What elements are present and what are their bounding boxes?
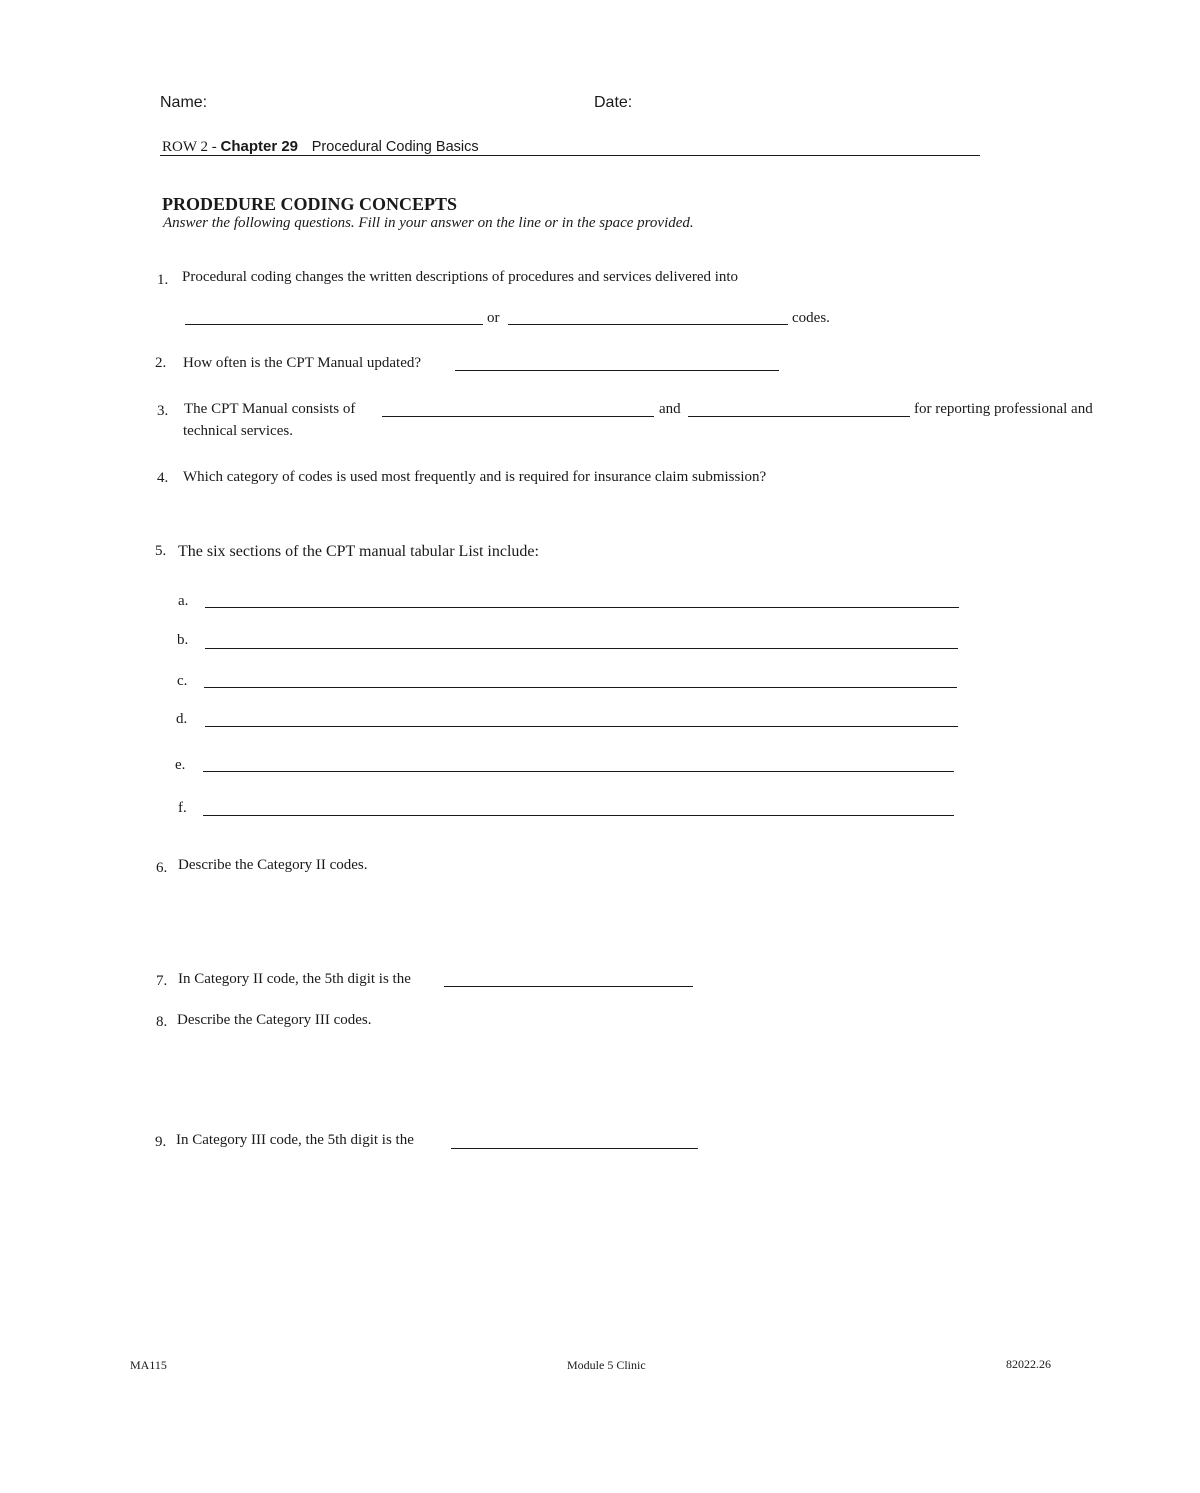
q5-answer-line-a[interactable]	[205, 607, 959, 608]
q8-number: 8.	[156, 1014, 168, 1030]
q7-text: In Category II code, the 5th digit is the	[178, 971, 411, 987]
q3-text: The CPT Manual consists of	[184, 401, 356, 417]
footer-revision: 82022.26	[1006, 1357, 1051, 1371]
q8-text: Describe the Category III codes.	[177, 1012, 372, 1028]
row-label: ROW 2 -	[162, 139, 217, 155]
q1-or: or	[487, 310, 500, 326]
footer-module: Module 5 Clinic	[567, 1358, 646, 1372]
q5-item-label: f.	[178, 800, 187, 816]
q1-answer-line-2[interactable]	[508, 324, 788, 325]
q5-answer-line-d[interactable]	[205, 726, 958, 727]
section-title: PRODEDURE CODING CONCEPTS	[162, 194, 458, 214]
q9-text: In Category III code, the 5th digit is the	[176, 1132, 414, 1148]
q5-item-label: b.	[177, 632, 189, 648]
q3-end-text: for reporting professional and	[914, 401, 1093, 417]
q9-answer-line[interactable]	[451, 1148, 698, 1149]
chapter-label: Chapter 29	[220, 138, 299, 155]
q1-number: 1.	[157, 272, 169, 288]
q7-answer-line[interactable]	[444, 986, 693, 987]
q1-text: Procedural coding changes the written descriptions of procedures and services delivered into	[182, 269, 739, 285]
q4-number: 4.	[157, 470, 169, 486]
q3-and: and	[659, 401, 681, 417]
q5-item-label: d.	[176, 711, 188, 727]
header-rule	[160, 155, 980, 156]
q9-number: 9.	[155, 1134, 167, 1150]
q5-answer-line-f[interactable]	[203, 815, 954, 816]
q2-number: 2.	[155, 355, 167, 371]
q4-text: Which category of codes is used most frequently and is required for insurance claim submission?	[183, 469, 767, 485]
q2-text: How often is the CPT Manual updated?	[183, 355, 422, 371]
q3-continuation: technical services.	[183, 423, 293, 439]
q5-text: The six sections of the CPT manual tabular List include:	[178, 543, 539, 560]
q6-number: 6.	[156, 860, 168, 876]
footer-course-code: MA115	[130, 1358, 167, 1372]
chapter-title: Procedural Coding Basics	[311, 139, 479, 155]
q5-answer-line-b[interactable]	[205, 648, 958, 649]
q5-item-label: e.	[175, 757, 186, 773]
q3-answer-line-1[interactable]	[382, 416, 654, 417]
q1-codes: codes.	[792, 310, 830, 326]
instructions: Answer the following questions. Fill in your answer on the line or in the space provided.	[163, 215, 694, 231]
q5-item-label: a.	[178, 593, 189, 609]
q3-number: 3.	[157, 403, 169, 419]
date-label: Date:	[594, 94, 633, 111]
q7-number: 7.	[156, 973, 168, 989]
q6-text: Describe the Category II codes.	[178, 857, 368, 873]
chapter-header	[162, 138, 479, 156]
q5-answer-line-e[interactable]	[203, 771, 954, 772]
q2-answer-line[interactable]	[455, 370, 779, 371]
q5-number: 5.	[155, 543, 167, 559]
q5-item-label: c.	[177, 673, 188, 689]
name-label: Name:	[160, 94, 208, 111]
q1-answer-line-1[interactable]	[185, 324, 483, 325]
q5-answer-line-c[interactable]	[204, 687, 957, 688]
q3-answer-line-2[interactable]	[688, 416, 910, 417]
